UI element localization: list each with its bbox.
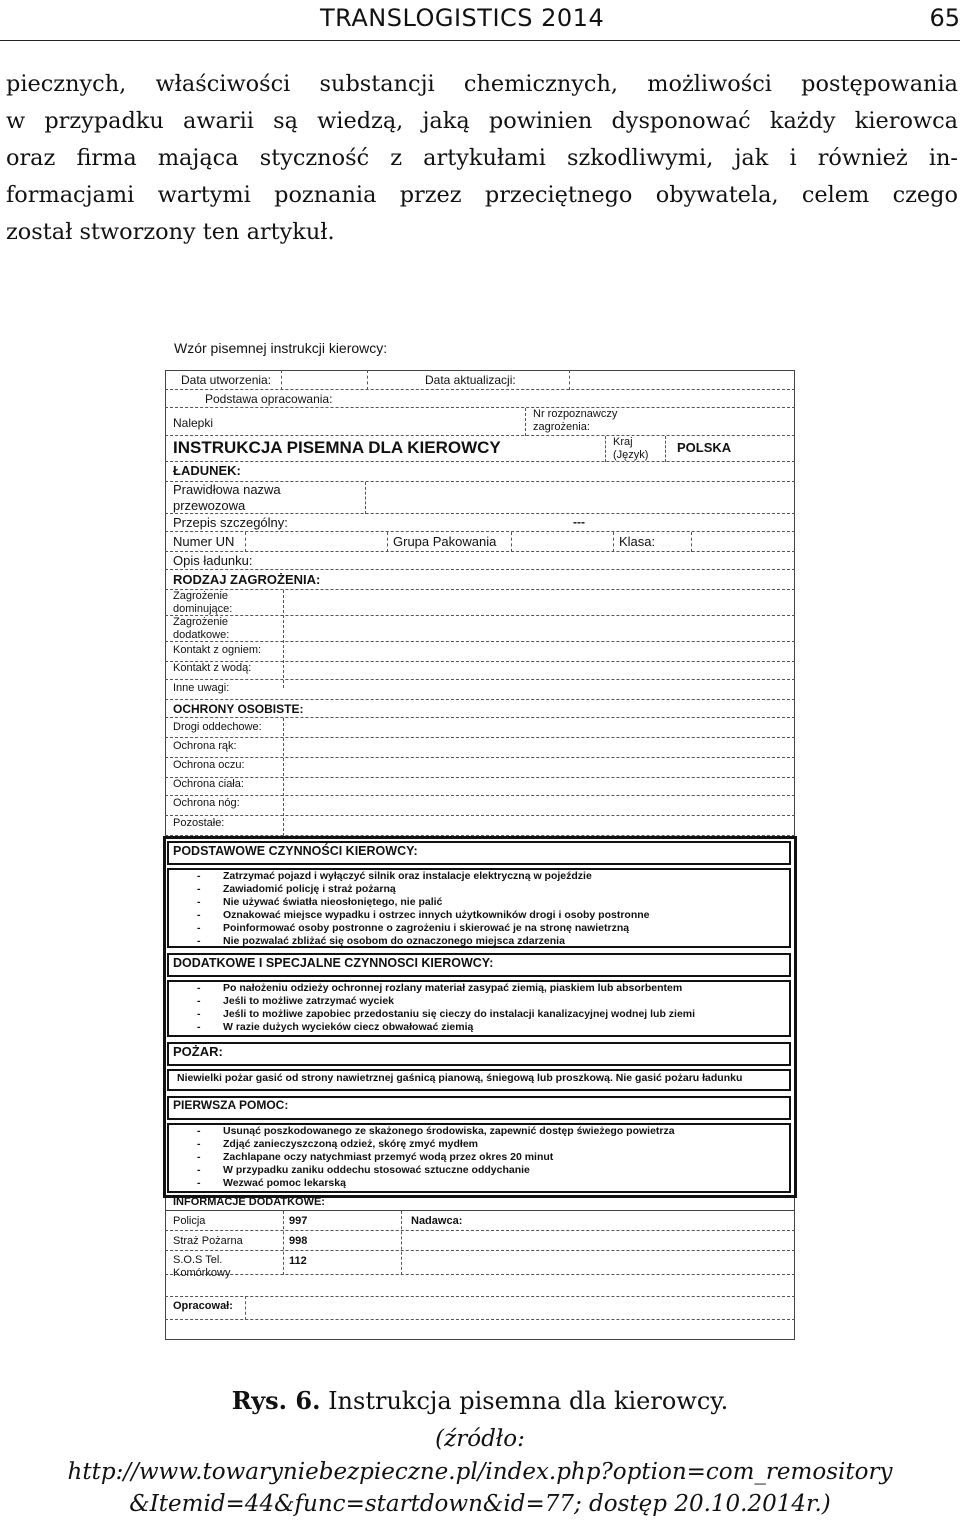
list-item: Nie pozwalać zbliżać się osobom do oznaczonego miejsca zdarzenia [223,935,565,947]
label-inne-uwagi: Inne uwagi: [173,682,230,694]
form-title: Wzór pisemnej instrukcji kierowcy: [174,340,388,356]
list-item: - [197,909,201,921]
section-pierwsza-pomoc: PIERWSZA POMOC: [173,1098,289,1112]
list-item: - [197,1008,201,1020]
section-pozar: POŻAR: [173,1044,223,1059]
section-box [167,1042,791,1066]
running-header [0,4,960,41]
label-zagrozenie: Zagrożenie [173,616,229,628]
column-divider [283,1211,284,1275]
form-row [165,778,795,796]
label-przewozowa: przewozowa [173,498,246,513]
label-przepis: Przepis szczególny: [173,515,288,530]
list-item: Po nałożeniu odzieży ochronnej rozlany materiał zasypać ziemią, piaskiem lub absorbentem [223,982,683,994]
label-ochrona-rak: Ochrona rąk: [173,740,237,752]
column-divider [283,590,284,688]
list-item: - [197,1151,201,1163]
body-line: oraz firma mająca styczność z artykułami szkodliwymi, jak i również in- [6,145,958,171]
column-divider [525,408,526,436]
section-rodzaj-zagrozenia: RODZAJ ZAGROŻENIA: [173,572,321,587]
label-dodatkowe: dodatkowe: [173,629,230,641]
list-item: - [197,982,201,994]
form-row [165,662,795,680]
column-divider [283,718,284,836]
list-item: - [197,1164,201,1176]
przepis-value: --- [573,515,585,529]
section-podstawowe: PODSTAWOWE CZYNNOŚCI KIEROWCY: [173,844,418,858]
form-row [165,462,795,482]
body-line: został stworzony ten artykuł. [6,219,335,245]
body-line: formacjami wartymi poznania przez przeciętnego obywatela, celem czego [6,182,958,208]
journal-name: TRANSLOGISTICS 2014 [320,4,605,32]
list-item: - [197,1021,201,1033]
label-nalepki: Nalepki [173,416,214,430]
list-item: - [197,870,201,882]
form-row [165,408,795,436]
list-item: - [197,995,201,1007]
label-jezyk: (Język) [613,449,649,461]
label-opis-ladunku: Opis ładunku: [173,553,253,568]
column-divider [387,532,388,552]
list-item: Wezwać pomoc lekarską [223,1177,346,1189]
label-podstawa: Podstawa opracowania: [205,392,333,406]
country-value: POLSKA [677,440,732,455]
form-row [165,590,795,616]
label-ochrona-oczu: Ochrona oczu: [173,759,245,771]
section-dodatkowe: DODATKOWE I SPECJALNE CZYNNOSCI KIEROWCY: [173,956,494,970]
form-row [165,1296,795,1320]
body-line: piecznych, właściwości substancji chemicznych, możliwości postępowania [6,71,958,97]
form-row [165,1231,795,1251]
section-ladunek: ŁADUNEK: [173,463,241,478]
instruction-heading: INSTRUKCJA PISEMNA DLA KIEROWCY [173,438,501,457]
list-item: Nie używać światła nieosłoniętego, nie palić [223,896,443,908]
label-data-aktualizacji: Data aktualizacji: [425,373,516,387]
label-zagrozenia: zagrożenia: [533,421,590,433]
form-row [165,1211,795,1231]
label-kraj: Kraj [613,436,633,448]
label-straz: Straż Pożarna [173,1235,243,1247]
list-item: - [197,935,201,947]
label-pozostale: Pozostałe: [173,817,225,829]
figure-caption [0,1386,960,1415]
form-row [165,738,795,758]
label-drogi-oddechowe: Drogi oddechowe: [173,721,262,733]
column-divider [511,532,512,552]
page-number: 65 [929,4,960,32]
body-paragraph [6,66,958,251]
pozar-text: Niewielki pożar gasić od strony nawietrznej gaśnicą pianową, śniegową lub proszkową. Nie gasić pożaru ładunku [177,1072,743,1084]
column-divider [245,532,246,552]
label-opracowal: Opracował: [173,1300,233,1312]
list-item: Oznakować miejsce wypadku i ostrzec innych użytkowników drogi i osoby postronne [223,909,650,921]
body-line: w przypadku awarii są wiedzą, jaką powinien dysponować każdy kierowca [6,108,958,134]
label-dominujace: dominujące: [173,603,233,615]
section-ochrony-osobiste: OCHRONY OSOBISTE: [173,702,304,716]
label-numer-un: Numer UN [173,534,235,549]
column-divider [281,370,282,390]
source-line: (źródło: [435,1426,525,1452]
sos-number: 112 [289,1255,307,1267]
label-nr-rozpoznawczy: Nr rozpoznawczy [533,408,618,420]
list-item: - [197,883,201,895]
column-divider [613,532,614,552]
form-row [165,680,795,700]
source-url-cont: &Itemid=44&func=startdown&id=77; dostęp 20.10.2014r.) [129,1491,831,1517]
label-data-utworzenia: Data utworzenia: [181,373,272,387]
section-informacje: INFORMACJE DODATKOWE: [173,1196,325,1208]
driver-instruction-form [165,370,795,1340]
label-klasa: Klasa: [619,534,656,549]
label-policja: Policja [173,1215,206,1227]
label-ochrona-nog: Ochrona nóg: [173,797,240,809]
list-item: - [197,1177,201,1189]
label-prawidlowa-nazwa: Prawidłowa nazwa [173,482,281,497]
list-item: Zdjąć zanieczyszczoną odzież, skórę zmyć mydłem [223,1138,479,1150]
label-zagrozenie: Zagrożenie [173,590,229,602]
label-ochrona-ciala: Ochrona ciała: [173,778,244,790]
label-komorkowy: Komórkowy [173,1267,231,1279]
list-item: - [197,922,201,934]
column-divider [569,370,570,390]
list-item: Usunąć poszkodowanego ze skażonego środowiska, zapewnić dostęp świeżego powietrza [223,1125,675,1137]
column-divider [401,1211,402,1275]
list-item: Zachlapane oczy natychmiast przemyć wodą przez okres 20 minut [223,1151,554,1163]
label-kontakt-woda: Kontakt z wodą: [173,662,252,674]
straz-number: 998 [289,1235,308,1247]
list-item: - [197,1138,201,1150]
column-divider [365,482,366,514]
list-item: - [197,1125,201,1137]
column-divider [367,370,368,390]
form-row [165,758,795,778]
column-divider [665,436,666,462]
source-url: http://www.towaryniebezpieczne.pl/index.php?option=com_remository [67,1459,893,1485]
list-item: Poinformować osoby postronne o zagrożeniu i skierować je na stronę nawietrzną [223,922,630,934]
list-item: Jeśli to możliwe zapobiec przedostaniu się cieczy do instalacji kanalizacyjnej wodnej lub ziemi [223,1008,696,1020]
form-row [165,1251,795,1275]
list-item: Jeśli to możliwe zatrzymać wyciek [223,995,394,1007]
list-item: W razie dużych wycieków ciecz obwałować ziemią [223,1021,474,1033]
column-divider [245,1296,246,1320]
label-kontakt-ogien: Kontakt z ogniem: [173,644,262,656]
form-row [165,552,795,570]
list-item: Zawiadomić policję i straż pożarną [223,883,396,895]
caption-text: Instrukcja pisemna dla kierowcy. [328,1387,729,1415]
list-item: Zatrzymać pojazd i wyłączyć silnik oraz instalacje elektryczną w pojeździe [223,870,592,882]
form-row [165,796,795,816]
list-item: W przypadku zaniku oddechu stosować sztuczne oddychanie [223,1164,530,1176]
label-sos: S.O.S Tel. [173,1254,223,1266]
policja-number: 997 [289,1215,308,1227]
form-row [165,616,795,642]
form-row [165,816,795,836]
label-grupa-pakowania: Grupa Pakowania [393,534,497,549]
caption-label: Rys. 6. [231,1386,321,1415]
column-divider [691,532,692,552]
label-nadawca: Nadawca: [411,1215,463,1227]
list-item: - [197,896,201,908]
column-divider [605,436,606,462]
